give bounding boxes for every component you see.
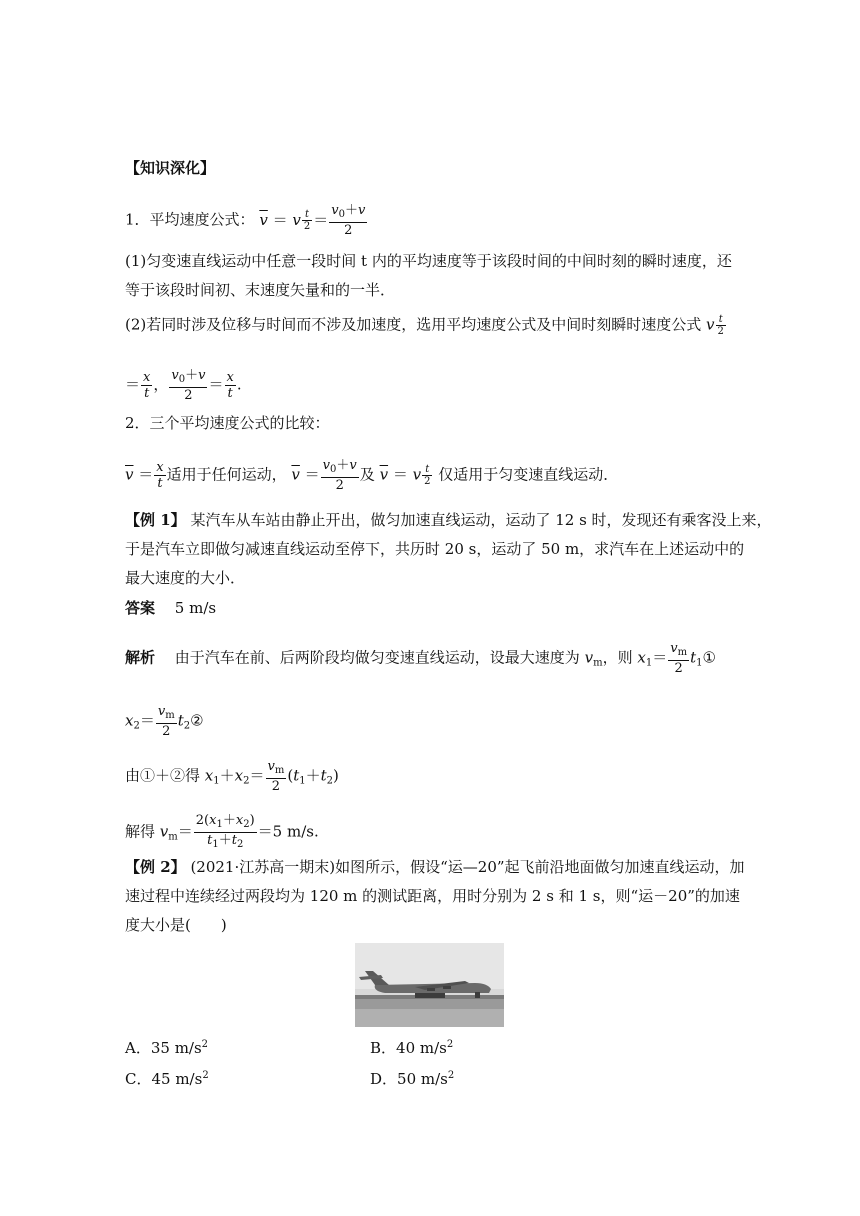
option-a[interactable] xyxy=(125,1037,208,1058)
paragraph-2a-text: (2)若同时涉及位移与时间而不涉及加速度，选用平均速度公式及中间时刻瞬时速度公式 xyxy=(125,315,702,334)
analysis-line-3: 由①＋②得 $x_1+x_2=$ $\frac{v_m}{2}$ $(t_1+t_2)$ xyxy=(125,759,339,794)
paragraph-2a: (2)若同时涉及位移与时间而不涉及加速度，选用平均速度公式及中间时刻瞬时速度公式 v $\frac{t}{2}$ xyxy=(125,314,724,337)
analysis-line-2: $x_2=$ $\frac{v_m}{2}$ $t_2②$ xyxy=(125,704,204,739)
paragraph-1b: 等于该段时间初、末速度矢量和的一半． xyxy=(125,281,396,299)
step-3-text: 由①＋②得 xyxy=(125,766,201,785)
result-text: ＝5 m/s. xyxy=(257,822,319,841)
comparison-line: $\overline{v}$ ＝ $\frac{x}{t}$ 适用于任何运动， $\overline{v}$ ＝ $\frac{v_0+v}{2}$ 及 $\overline{v} = v$ $\frac{t}{2}$ 仅适用于匀变速直线运动． xyxy=(125,458,619,493)
analysis-line-1: 解析 由于汽车在前、后两阶段均做匀变速直线运动，设最大速度为 $v_m$，则 $x_1=$ $\frac{v_m}{2}$ $t_1①$ xyxy=(125,641,716,676)
answer-label: 答案 xyxy=(125,599,156,617)
example-1-line-1 xyxy=(125,510,772,530)
compare-note-1: 适用于任何运动， xyxy=(166,465,287,484)
paragraph-2b: ＝ $\frac{x}{t}$ ， $\frac{v_0+v}{2}$ ＝ $\frac{x}{t}$ . xyxy=(125,368,242,403)
example-2-tag: 【例 2】 xyxy=(125,858,186,876)
point-1-label: 1．平均速度公式： xyxy=(125,210,255,229)
example-2-text-1: (2021·江苏高一期末)如图所示，假设“运—20”起飞前沿地面做匀加速直线运动，加 xyxy=(190,858,745,876)
option-a-exp: 2 xyxy=(201,1039,209,1050)
option-a-label: A．35 m/s xyxy=(125,1039,202,1057)
option-c-label: C．45 m/s xyxy=(125,1070,203,1088)
point-2: 2．三个平均速度公式的比较： xyxy=(125,414,330,432)
example-1-answer xyxy=(125,598,216,618)
paragraph-1a: (1)匀变速直线运动中任意一段时间 t 内的平均速度等于该段时间的中间时刻的瞬时速度，还 xyxy=(125,252,732,270)
step-4-text: 解得 xyxy=(125,822,156,841)
answer-value: 5 m/s xyxy=(174,599,217,617)
option-b-exp: 2 xyxy=(446,1039,454,1050)
analysis-text: 由于汽车在前、后两阶段均做匀变速直线运动，设最大速度为 xyxy=(174,648,580,667)
example-1-tag: 【例 1】 xyxy=(125,511,186,529)
option-d-label: D．50 m/s xyxy=(370,1070,448,1088)
example-1-text-1: 某汽车从车站由静止开出，做匀加速直线运动，运动了 12 s 时，发现还有乘客没上来， xyxy=(190,511,772,529)
option-b-label: B．40 m/s xyxy=(370,1039,447,1057)
analysis-text-b: ，则 xyxy=(602,648,633,667)
option-b[interactable] xyxy=(370,1037,453,1058)
example-2-line-2: 速过程中连续经过两段均为 120 m 的测试距离，用时分别为 2 s 和 1 s，则“运－20”的加速 xyxy=(125,887,740,905)
avg-velocity-formula: $\overline{v} = v$ $\frac{t}{2}$ ＝ $\frac{v_0+v}{2}$ xyxy=(259,203,366,238)
aircraft-photo xyxy=(355,943,504,1027)
analysis-line-4: 解得 $v_m=$ $\frac{2(x_1+x_2)}{t_1+t_2}$ ＝5 m/s. xyxy=(125,813,319,850)
example-1-line-3: 最大速度的大小． xyxy=(125,569,246,587)
example-1-line-2: 于是汽车立即做匀减速直线运动至停下，共历时 20 s，运动了 50 m，求汽车在上述运动中的 xyxy=(125,540,745,558)
point-1 xyxy=(125,203,368,238)
example-2-line-1 xyxy=(125,857,745,877)
option-c[interactable] xyxy=(125,1068,209,1089)
section-heading: 【知识深化】 xyxy=(125,159,216,177)
analysis-label: 解析 xyxy=(125,648,156,667)
example-2-line-3: 度大小是( ) xyxy=(125,916,227,934)
compare-and: 及 xyxy=(359,465,375,484)
option-c-exp: 2 xyxy=(202,1070,209,1081)
option-d-exp: 2 xyxy=(447,1070,455,1081)
option-d[interactable] xyxy=(370,1068,454,1089)
compare-note-3: 仅适用于匀变速直线运动． xyxy=(438,465,619,484)
